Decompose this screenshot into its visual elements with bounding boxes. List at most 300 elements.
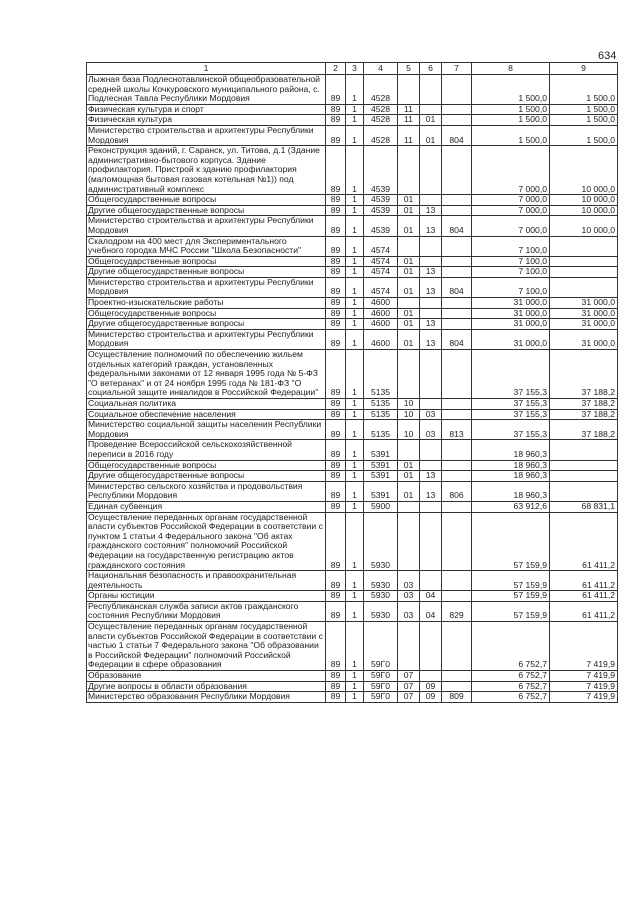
cell-code-b: 1	[346, 146, 364, 195]
cell-amount-2017: 31 000,0	[472, 298, 550, 309]
cell-section: 11	[398, 125, 420, 145]
cell-ministry-code	[442, 75, 472, 105]
cell-amount-2018: 10 000,0	[550, 195, 618, 206]
cell-code-b: 1	[346, 308, 364, 319]
cell-section	[398, 440, 420, 460]
cell-section: 10	[398, 409, 420, 420]
row-description: Образование	[87, 671, 326, 682]
cell-amount-2018: 10 000,0	[550, 205, 618, 216]
cell-target-code: 4600	[364, 308, 398, 319]
cell-code-a: 89	[326, 267, 346, 278]
table-row	[87, 622, 618, 671]
table-row	[87, 236, 618, 256]
table-row	[87, 440, 618, 460]
cell-code-a: 89	[326, 571, 346, 591]
cell-section: 07	[398, 681, 420, 692]
cell-subsection: 01	[420, 125, 442, 145]
table-row	[87, 104, 618, 115]
cell-amount-2017: 1 500,0	[472, 104, 550, 115]
cell-ministry-code	[442, 460, 472, 471]
cell-amount-2018: 61 411,2	[550, 591, 618, 602]
cell-amount-2017: 1 500,0	[472, 125, 550, 145]
cell-amount-2018	[550, 236, 618, 256]
cell-amount-2018: 31 000,0	[550, 319, 618, 330]
table-row	[87, 256, 618, 267]
cell-amount-2018: 37 188,2	[550, 399, 618, 410]
cell-ministry-code	[442, 115, 472, 126]
cell-code-b: 1	[346, 692, 364, 703]
cell-target-code: 5930	[364, 512, 398, 571]
cell-target-code: 4574	[364, 236, 398, 256]
cell-section: 01	[398, 460, 420, 471]
cell-code-b: 1	[346, 471, 364, 482]
row-description: Скалодром на 400 мест для Экспериментального учебного городка МЧС России "Школа Безопасности"	[87, 236, 326, 256]
cell-amount-2017: 31 000,0	[472, 329, 550, 349]
header-row	[87, 63, 618, 75]
cell-code-a: 89	[326, 115, 346, 126]
cell-section: 01	[398, 256, 420, 267]
cell-code-a: 89	[326, 308, 346, 319]
cell-amount-2017: 18 960,3	[472, 460, 550, 471]
cell-code-b: 1	[346, 460, 364, 471]
cell-subsection: 13	[420, 205, 442, 216]
cell-code-a: 89	[326, 216, 346, 236]
cell-amount-2018	[550, 471, 618, 482]
cell-code-b: 1	[346, 236, 364, 256]
row-description: Министерство строительства и архитектуры Республики Мордовия	[87, 125, 326, 145]
cell-ministry-code: 813	[442, 420, 472, 440]
cell-code-b: 1	[346, 75, 364, 105]
cell-code-b: 1	[346, 622, 364, 671]
table-row	[87, 512, 618, 571]
cell-amount-2017: 18 960,3	[472, 440, 550, 460]
cell-amount-2018: 31 000,0	[550, 298, 618, 309]
cell-amount-2017: 57 159,9	[472, 512, 550, 571]
cell-ministry-code	[442, 350, 472, 399]
cell-target-code: 4574	[364, 256, 398, 267]
row-description: Реконструкция зданий, г. Саранск, ул. Титова, д.1 (Здание административно-бытового корпуса. Здание профилактория. Пристрой к зданию профилактория (маломощная бытовая газовая котельная №1)) под административный комплекс	[87, 146, 326, 195]
cell-section	[398, 146, 420, 195]
cell-target-code: 4528	[364, 125, 398, 145]
cell-code-b: 1	[346, 115, 364, 126]
row-description: Другие общегосударственные вопросы	[87, 319, 326, 330]
cell-target-code: 4539	[364, 205, 398, 216]
row-description: Национальная безопасность и правоохранительная деятельность	[87, 571, 326, 591]
cell-section: 01	[398, 319, 420, 330]
cell-code-a: 89	[326, 205, 346, 216]
table-row	[87, 501, 618, 512]
cell-ministry-code: 806	[442, 481, 472, 501]
row-description: Осуществление переданных органам государственной власти субъектов Российской Федерации в соответствии с частью 1 статьи 7 Федерального закона "Об образовании в Российской Федерации" полномочий Российской Федерации в сфере образования	[87, 622, 326, 671]
table-row	[87, 591, 618, 602]
cell-target-code: 4574	[364, 267, 398, 278]
cell-amount-2017: 7 100,0	[472, 277, 550, 297]
row-description: Другие общегосударственные вопросы	[87, 205, 326, 216]
column-header: 8	[472, 63, 550, 75]
cell-amount-2018: 1 500,0	[550, 75, 618, 105]
cell-section	[398, 501, 420, 512]
cell-ministry-code	[442, 256, 472, 267]
cell-target-code: 5135	[364, 399, 398, 410]
cell-code-b: 1	[346, 350, 364, 399]
cell-section: 10	[398, 399, 420, 410]
cell-code-b: 1	[346, 216, 364, 236]
cell-subsection: 09	[420, 681, 442, 692]
table-row	[87, 125, 618, 145]
cell-subsection	[420, 104, 442, 115]
table-body	[87, 75, 618, 703]
column-header: 3	[346, 63, 364, 75]
cell-subsection: 03	[420, 420, 442, 440]
cell-ministry-code	[442, 622, 472, 671]
cell-section	[398, 512, 420, 571]
cell-code-a: 89	[326, 399, 346, 410]
cell-amount-2017: 1 500,0	[472, 115, 550, 126]
cell-code-b: 1	[346, 277, 364, 297]
cell-subsection	[420, 350, 442, 399]
cell-section	[398, 622, 420, 671]
cell-code-a: 89	[326, 512, 346, 571]
cell-amount-2017: 37 155,3	[472, 350, 550, 399]
cell-amount-2017: 7 100,0	[472, 267, 550, 278]
cell-section: 01	[398, 216, 420, 236]
row-description: Проведение Всероссийской сельскохозяйственной переписи в 2016 году	[87, 440, 326, 460]
cell-subsection	[420, 256, 442, 267]
table-row	[87, 75, 618, 105]
cell-target-code: 4600	[364, 329, 398, 349]
cell-subsection	[420, 75, 442, 105]
cell-target-code: 4528	[364, 104, 398, 115]
table-row	[87, 115, 618, 126]
cell-code-a: 89	[326, 440, 346, 460]
cell-ministry-code	[442, 440, 472, 460]
cell-amount-2017: 7 000,0	[472, 146, 550, 195]
cell-section: 03	[398, 601, 420, 621]
row-description: Другие общегосударственные вопросы	[87, 267, 326, 278]
cell-amount-2018: 31 000,0	[550, 308, 618, 319]
cell-amount-2018: 61 411,2	[550, 512, 618, 571]
row-description: Общегосударственные вопросы	[87, 308, 326, 319]
cell-amount-2018: 61 411,2	[550, 571, 618, 591]
table-row	[87, 277, 618, 297]
cell-amount-2017: 37 155,3	[472, 399, 550, 410]
cell-amount-2017: 18 960,3	[472, 481, 550, 501]
cell-code-b: 1	[346, 195, 364, 206]
cell-section: 10	[398, 420, 420, 440]
cell-amount-2017: 7 000,0	[472, 216, 550, 236]
cell-ministry-code	[442, 409, 472, 420]
cell-subsection	[420, 460, 442, 471]
cell-amount-2018: 61 411,2	[550, 601, 618, 621]
row-description: Органы юстиции	[87, 591, 326, 602]
cell-amount-2018	[550, 481, 618, 501]
cell-ministry-code	[442, 205, 472, 216]
cell-subsection: 13	[420, 329, 442, 349]
cell-code-b: 1	[346, 298, 364, 309]
row-description: Другие вопросы в области образования	[87, 681, 326, 692]
cell-code-b: 1	[346, 440, 364, 460]
row-description: Министерство строительства и архитектуры Республики Мордовия	[87, 329, 326, 349]
cell-section: 01	[398, 308, 420, 319]
cell-subsection: 09	[420, 692, 442, 703]
page-number: 634	[598, 50, 617, 62]
cell-section: 07	[398, 671, 420, 682]
cell-target-code: 5135	[364, 420, 398, 440]
cell-ministry-code	[442, 501, 472, 512]
cell-ministry-code	[442, 308, 472, 319]
table-row	[87, 195, 618, 206]
cell-code-a: 89	[326, 471, 346, 482]
cell-subsection	[420, 399, 442, 410]
cell-amount-2017: 6 752,7	[472, 671, 550, 682]
table-row	[87, 471, 618, 482]
cell-target-code: 4528	[364, 75, 398, 105]
cell-subsection: 01	[420, 115, 442, 126]
cell-section: 01	[398, 267, 420, 278]
cell-target-code: 4600	[364, 298, 398, 309]
cell-code-a: 89	[326, 319, 346, 330]
table-row	[87, 481, 618, 501]
cell-target-code: 5391	[364, 440, 398, 460]
cell-amount-2017: 7 000,0	[472, 205, 550, 216]
cell-target-code: 59Г0	[364, 622, 398, 671]
row-description: Единая субвенция	[87, 501, 326, 512]
row-description: Физическая культура	[87, 115, 326, 126]
cell-target-code: 5930	[364, 591, 398, 602]
cell-subsection	[420, 571, 442, 591]
cell-amount-2018	[550, 256, 618, 267]
cell-section: 07	[398, 692, 420, 703]
cell-amount-2017: 6 752,7	[472, 681, 550, 692]
cell-subsection: 13	[420, 481, 442, 501]
table-row	[87, 298, 618, 309]
table-row	[87, 681, 618, 692]
cell-code-a: 89	[326, 460, 346, 471]
cell-amount-2017: 57 159,9	[472, 601, 550, 621]
cell-amount-2018: 31 000,0	[550, 329, 618, 349]
cell-target-code: 59Г0	[364, 671, 398, 682]
cell-code-a: 89	[326, 681, 346, 692]
cell-section	[398, 350, 420, 399]
cell-subsection	[420, 195, 442, 206]
table-row	[87, 460, 618, 471]
table-row	[87, 308, 618, 319]
table-row	[87, 671, 618, 682]
cell-ministry-code	[442, 512, 472, 571]
cell-amount-2018	[550, 460, 618, 471]
table-row	[87, 399, 618, 410]
table-row	[87, 205, 618, 216]
cell-amount-2018: 1 500,0	[550, 115, 618, 126]
row-description: Министерство образования Республики Мордовия	[87, 692, 326, 703]
cell-ministry-code	[442, 591, 472, 602]
cell-ministry-code: 809	[442, 692, 472, 703]
cell-amount-2017: 37 155,3	[472, 420, 550, 440]
row-description: Общегосударственные вопросы	[87, 460, 326, 471]
cell-target-code: 4574	[364, 277, 398, 297]
table-row	[87, 571, 618, 591]
cell-subsection: 13	[420, 277, 442, 297]
cell-target-code: 5135	[364, 409, 398, 420]
cell-amount-2018: 1 500,0	[550, 125, 618, 145]
cell-ministry-code	[442, 146, 472, 195]
cell-amount-2018: 1 500,0	[550, 104, 618, 115]
cell-amount-2018: 10 000,0	[550, 216, 618, 236]
row-description: Проектно-изыскательские работы	[87, 298, 326, 309]
cell-code-b: 1	[346, 319, 364, 330]
column-header: 7	[442, 63, 472, 75]
cell-subsection	[420, 236, 442, 256]
cell-target-code: 4539	[364, 195, 398, 206]
budget-table	[86, 62, 618, 703]
cell-section: 01	[398, 205, 420, 216]
cell-target-code: 5930	[364, 571, 398, 591]
cell-target-code: 4539	[364, 146, 398, 195]
cell-ministry-code	[442, 399, 472, 410]
cell-code-b: 1	[346, 104, 364, 115]
cell-section: 03	[398, 591, 420, 602]
cell-section: 01	[398, 195, 420, 206]
cell-amount-2018: 10 000,0	[550, 146, 618, 195]
cell-code-b: 1	[346, 571, 364, 591]
cell-ministry-code	[442, 298, 472, 309]
cell-ministry-code	[442, 267, 472, 278]
cell-amount-2018: 7 419,9	[550, 671, 618, 682]
cell-ministry-code: 804	[442, 277, 472, 297]
cell-target-code: 5930	[364, 601, 398, 621]
cell-code-b: 1	[346, 329, 364, 349]
row-description: Осуществление полномочий по обеспечению жильем отдельных категорий граждан, установленных федеральными законами от 12 января 1995 года № 5-ФЗ "О ветеранах" и от 24 ноября 1995 года № 181-ФЗ "О социальной защите инвалидов в Российской Федерации"	[87, 350, 326, 399]
cell-code-b: 1	[346, 512, 364, 571]
cell-subsection: 13	[420, 216, 442, 236]
cell-code-a: 89	[326, 622, 346, 671]
cell-ministry-code	[442, 471, 472, 482]
cell-amount-2018: 7 419,9	[550, 622, 618, 671]
column-header: 2	[326, 63, 346, 75]
cell-target-code: 5391	[364, 460, 398, 471]
row-description: Общегосударственные вопросы	[87, 195, 326, 206]
cell-code-a: 89	[326, 298, 346, 309]
cell-code-a: 89	[326, 195, 346, 206]
cell-subsection: 13	[420, 471, 442, 482]
cell-ministry-code	[442, 104, 472, 115]
cell-code-a: 89	[326, 146, 346, 195]
cell-code-a: 89	[326, 409, 346, 420]
table-row	[87, 350, 618, 399]
cell-code-b: 1	[346, 399, 364, 410]
cell-code-a: 89	[326, 420, 346, 440]
cell-ministry-code	[442, 671, 472, 682]
column-header: 9	[550, 63, 618, 75]
cell-code-a: 89	[326, 256, 346, 267]
column-header: 4	[364, 63, 398, 75]
cell-amount-2017: 57 159,9	[472, 591, 550, 602]
cell-subsection: 03	[420, 409, 442, 420]
table-row	[87, 329, 618, 349]
cell-section: 01	[398, 481, 420, 501]
cell-subsection	[420, 622, 442, 671]
cell-amount-2018	[550, 277, 618, 297]
cell-target-code: 59Г0	[364, 692, 398, 703]
cell-amount-2017: 7 100,0	[472, 256, 550, 267]
cell-section	[398, 298, 420, 309]
cell-code-a: 89	[326, 601, 346, 621]
cell-amount-2017: 31 000,0	[472, 308, 550, 319]
cell-amount-2017: 63 912,6	[472, 501, 550, 512]
cell-section	[398, 75, 420, 105]
cell-code-a: 89	[326, 75, 346, 105]
cell-subsection	[420, 671, 442, 682]
cell-code-a: 89	[326, 501, 346, 512]
row-description: Социальная политика	[87, 399, 326, 410]
cell-code-a: 89	[326, 125, 346, 145]
cell-amount-2018	[550, 440, 618, 460]
cell-code-b: 1	[346, 501, 364, 512]
cell-code-b: 1	[346, 481, 364, 501]
cell-target-code: 4600	[364, 319, 398, 330]
cell-code-a: 89	[326, 277, 346, 297]
cell-code-a: 89	[326, 350, 346, 399]
row-description: Лыжная база Подлеснотавлинской общеобразовательной средней школы Кочкуровского муниципального района, с. Подлесная Тавла Республики Мордовия	[87, 75, 326, 105]
row-description: Другие общегосударственные вопросы	[87, 471, 326, 482]
cell-section: 01	[398, 329, 420, 349]
cell-code-b: 1	[346, 671, 364, 682]
cell-amount-2017: 7 000,0	[472, 195, 550, 206]
cell-target-code: 5135	[364, 350, 398, 399]
table-row	[87, 319, 618, 330]
cell-code-a: 89	[326, 236, 346, 256]
cell-ministry-code	[442, 571, 472, 591]
cell-code-b: 1	[346, 420, 364, 440]
column-header: 1	[87, 63, 326, 75]
cell-target-code: 59Г0	[364, 681, 398, 692]
row-description: Министерство строительства и архитектуры Республики Мордовия	[87, 277, 326, 297]
cell-ministry-code	[442, 681, 472, 692]
row-description: Социальное обеспечение населения	[87, 409, 326, 420]
cell-ministry-code: 804	[442, 216, 472, 236]
cell-subsection: 13	[420, 267, 442, 278]
cell-code-b: 1	[346, 256, 364, 267]
cell-subsection	[420, 501, 442, 512]
column-header: 6	[420, 63, 442, 75]
cell-subsection	[420, 146, 442, 195]
cell-section: 11	[398, 115, 420, 126]
row-description: Министерство социальной защиты населения Республики Мордовия	[87, 420, 326, 440]
cell-code-b: 1	[346, 267, 364, 278]
cell-amount-2018: 37 188,2	[550, 409, 618, 420]
row-description: Министерство строительства и архитектуры Республики Мордовия	[87, 216, 326, 236]
cell-code-b: 1	[346, 591, 364, 602]
table-row	[87, 409, 618, 420]
row-description: Физическая культура и спорт	[87, 104, 326, 115]
table-row	[87, 216, 618, 236]
cell-amount-2017: 37 155,3	[472, 409, 550, 420]
cell-code-a: 89	[326, 671, 346, 682]
cell-code-b: 1	[346, 409, 364, 420]
cell-amount-2017: 57 159,9	[472, 571, 550, 591]
cell-target-code: 5391	[364, 471, 398, 482]
cell-ministry-code	[442, 195, 472, 206]
cell-subsection	[420, 308, 442, 319]
cell-amount-2017: 6 752,7	[472, 692, 550, 703]
cell-amount-2017: 1 500,0	[472, 75, 550, 105]
cell-amount-2017: 31 000,0	[472, 319, 550, 330]
row-description: Министерство сельского хозяйства и продовольствия Республики Мордовия	[87, 481, 326, 501]
cell-amount-2017: 7 100,0	[472, 236, 550, 256]
cell-target-code: 5391	[364, 481, 398, 501]
cell-amount-2017: 18 960,3	[472, 471, 550, 482]
cell-section: 01	[398, 277, 420, 297]
